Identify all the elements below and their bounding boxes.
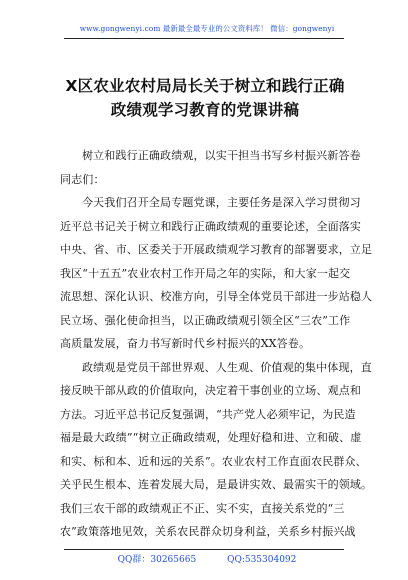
text-line: 近平总书记关于树立和践行正确政绩观的重要论述，全面落实: [60, 219, 362, 233]
text-line: 中央、省、市、区委关于开展政绩观学习教育的部署要求，立足: [60, 243, 373, 256]
text-line: 民立场、强化使命担当，以正确政绩观引领全区“三农”工作: [60, 313, 351, 327]
text-line: 农”政策落地见效，关系农民群众切身利益，关系乡村振兴战: [60, 525, 356, 538]
footer-qq-group[interactable]: QQ群：30265665: [117, 555, 197, 565]
text-line: 福是最大政绩”“树立正确政绩观，处理好稳和进、立和破、虚: [60, 431, 362, 444]
document-title: [52, 74, 358, 122]
paragraph-intro: [60, 191, 373, 356]
text-line: 方法。习近平总书记反复强调，“共产党人必须牢记，为民造: [60, 407, 356, 421]
header-banner[interactable]: www.gongwenyi.com 最新最全最专业的公文资料库！ 微信：gongwenyi: [79, 24, 335, 33]
title-line-1: X区农业农村局局长关于树立和践行正确: [65, 77, 345, 95]
footer-divider: [64, 549, 344, 550]
text-line: 今天我们召开全局专题党课，主要任务是深入学习贯彻习: [82, 196, 361, 209]
text-line: 高质量发展，奋力书写新时代乡村振兴的XX答卷。: [60, 337, 311, 350]
title-line-2: 政绩观学习教育的党课讲稿: [110, 101, 300, 119]
text-line: 接反映干部从政的价值取向，决定着干事创业的立场、观点和: [60, 384, 362, 397]
document-body: [60, 144, 373, 544]
footer-contacts: [62, 554, 352, 566]
text-line: 同志们：: [60, 172, 105, 186]
header-divider: [64, 38, 344, 39]
text-line: 关乎民生根本、连着发展大局，是最讲实效、最需实干的领域。: [60, 478, 373, 491]
paragraph-main: [60, 356, 373, 544]
text-line: 树立和践行正确政绩观，以实干担当书写乡村振兴新答卷: [82, 149, 361, 162]
text-line: 我区“十五五”农业农村工作开局之年的实际，和大家一起交: [60, 266, 351, 280]
footer-qq-number[interactable]: QQ:535304092: [227, 555, 297, 565]
paragraph-opening: [60, 144, 360, 191]
text-line: 政绩观是党员干部世界观、人生观、价值观的集中体现，直: [82, 360, 372, 374]
text-line: 和实、标和本、近和远的关系”。农业农村工作直面农民群众、: [60, 454, 367, 468]
text-line: 我们三农干部的政绩观正不正、实不实，直接关系党的“三: [60, 501, 345, 515]
text-line: 流思想、深化认识、校准方向，引导全体党员干部进一步站稳人: [60, 290, 373, 303]
